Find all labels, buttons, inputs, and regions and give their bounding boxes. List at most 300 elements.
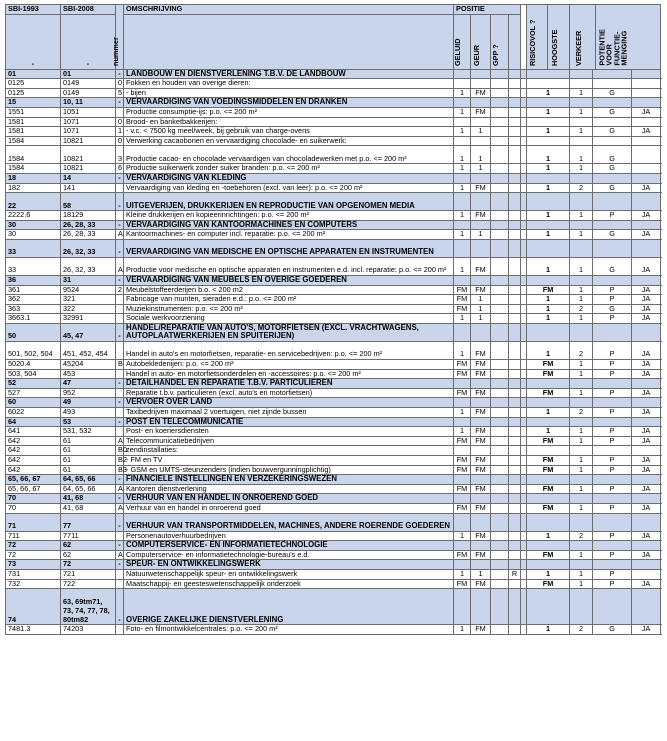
verkeer-type-cell: G <box>593 88 632 98</box>
verkeer-type-cell: P <box>593 211 632 221</box>
verkeer-type-cell <box>593 79 632 89</box>
geluid-cell: FM <box>454 436 471 446</box>
nummer-cell: 1 <box>116 127 124 137</box>
sbi1993-cell: 642 <box>6 436 61 446</box>
geluid-cell: FM <box>454 465 471 475</box>
hoogste-cell: FM <box>527 579 570 589</box>
verkeer-type-cell: G <box>593 257 632 275</box>
nummer-cell: B <box>116 360 124 370</box>
verkeer-type-cell: P <box>593 531 632 541</box>
gpp-cell <box>491 475 509 485</box>
hoogste-cell <box>527 136 570 146</box>
risicovol-cell <box>509 579 521 589</box>
geur-cell: 1 <box>471 146 491 164</box>
verkeer-type-cell <box>593 239 632 257</box>
risicovol-cell <box>509 323 521 341</box>
gpp-cell <box>491 560 509 570</box>
potentie-cell: JA <box>632 369 661 379</box>
geur-cell: 1 <box>471 230 491 240</box>
geluid-cell: 1 <box>454 427 471 437</box>
table-row <box>6 550 661 560</box>
verkeer-cell: 1 <box>570 257 593 275</box>
omschrijving-cell: Fokken en houden van overige dieren: <box>124 79 454 89</box>
omschrijving-cell: Handel in auto's en motorfietsen, reparatie- en servicebedrijven: p.o. <= 200 m² <box>124 342 454 360</box>
verkeer-cell: 1 <box>570 314 593 324</box>
table-row <box>6 136 661 146</box>
gpp-cell <box>491 295 509 305</box>
geur-cell <box>471 239 491 257</box>
sbi2008-cell: 62 <box>61 541 116 551</box>
table-row <box>6 257 661 275</box>
nummer-cell: - <box>116 513 124 531</box>
geluid-cell: 1 <box>454 342 471 360</box>
activity-table <box>5 4 661 635</box>
risicovol-cell <box>509 503 521 513</box>
potentie-cell: JA <box>632 531 661 541</box>
omschrijving-header: OMSCHRIJVING <box>124 5 454 15</box>
gpp-cell <box>491 136 509 146</box>
table-row <box>6 360 661 370</box>
omschrijving-cell: - v.c. < 7500 kg meel/week, bij gebruik van charge-ovens <box>124 127 454 137</box>
risicovol-cell <box>509 314 521 324</box>
hoogste-cell <box>527 275 570 285</box>
verkeer-type-cell: P <box>593 484 632 494</box>
geluid-cell <box>454 136 471 146</box>
hoogste-header: HOOGSTE <box>548 5 570 70</box>
gpp-cell <box>491 579 509 589</box>
hoogste-cell: FM <box>527 369 570 379</box>
hoogste-cell: FM <box>527 550 570 560</box>
table-row <box>6 531 661 541</box>
nummer-cell: - <box>116 398 124 408</box>
geluid-cell: FM <box>454 369 471 379</box>
sbi1993-cell: 1551 <box>6 107 61 117</box>
sbi2008-cell: 322 <box>61 304 116 314</box>
hoogste-cell: FM <box>527 285 570 295</box>
sbi1993-cell: 642 <box>6 446 61 456</box>
table-row <box>6 117 661 127</box>
gpp-cell <box>491 541 509 551</box>
risicovol-cell <box>509 342 521 360</box>
geluid-cell <box>454 69 471 79</box>
gpp-cell <box>491 408 509 418</box>
omschrijving-cell: Kantoren dienstverlening <box>124 484 454 494</box>
section-row <box>6 239 661 257</box>
omschrijving-cell: - GSM en UMTS-steunzenders (indien bouwvergunningplichtig) <box>124 465 454 475</box>
geur-cell: FM <box>471 342 491 360</box>
sbi1993-cell: 731 <box>6 569 61 579</box>
potentie-cell: JA <box>632 295 661 305</box>
sbi2008-cell: 952 <box>61 388 116 398</box>
nummer-cell <box>116 183 124 193</box>
sbi1993-cell: 33 <box>6 257 61 275</box>
geur-cell: 1 <box>471 164 491 174</box>
gpp-cell <box>491 323 509 341</box>
sbi1993-cell: 30 <box>6 230 61 240</box>
sbi1993-cell: 01 <box>6 69 61 79</box>
verkeer-cell: 1 <box>570 295 593 305</box>
sbi2008-cell: 58 <box>61 193 116 211</box>
omschrijving-cell: OVERIGE ZAKELIJKE DIENSTVERLENING <box>124 589 454 625</box>
sbi2008-cell: 1051 <box>61 107 116 117</box>
nummer-cell: - <box>116 379 124 389</box>
potentie-cell: JA <box>632 436 661 446</box>
geluid-cell <box>454 193 471 211</box>
omschrijving-cell: Personenautoverhuurbedrijven <box>124 531 454 541</box>
verkeer-cell: 2 <box>570 304 593 314</box>
nummer-cell <box>116 579 124 589</box>
sbi1993-cell: 711 <box>6 531 61 541</box>
verkeer-type-cell: P <box>593 579 632 589</box>
hoogste-cell: 1 <box>527 314 570 324</box>
geluid-cell: 1 <box>454 146 471 164</box>
nummer-cell <box>116 569 124 579</box>
geur-cell <box>471 560 491 570</box>
risicovol-cell <box>509 436 521 446</box>
sbi1993-cell: 65, 66, 67 <box>6 484 61 494</box>
geur-cell: 1 <box>471 304 491 314</box>
nummer-cell: - <box>116 275 124 285</box>
sbi2008-cell: 61 <box>61 446 116 456</box>
sbi2008-cell: 1071 <box>61 117 116 127</box>
section-row <box>6 193 661 211</box>
geur-cell: FM <box>471 388 491 398</box>
sbi1993-cell: 5020.4 <box>6 360 61 370</box>
sbi1993-cell: 1584 <box>6 136 61 146</box>
omschrijving-cell: - FM en TV <box>124 456 454 466</box>
verkeer-cell: 1 <box>570 230 593 240</box>
sbi1993-cell: 30 <box>6 220 61 230</box>
hoogste-cell: FM <box>527 436 570 446</box>
geluid-cell <box>454 79 471 89</box>
geur-cell: FM <box>471 456 491 466</box>
table-row <box>6 625 661 635</box>
gpp-cell <box>491 230 509 240</box>
verkeer-type-cell <box>593 560 632 570</box>
section-row <box>6 417 661 427</box>
sbi1993-cell: 3663.1 <box>6 314 61 324</box>
geluid-cell: FM <box>454 360 471 370</box>
hoogste-cell <box>527 475 570 485</box>
omschrijving-cell: Meubelstoffeerderijen b.o. < 200 m2 <box>124 285 454 295</box>
geluid-cell: FM <box>454 304 471 314</box>
sbi1993-cell: 501, 502, 504 <box>6 342 61 360</box>
table-row <box>6 295 661 305</box>
nummer-cell: A <box>116 230 124 240</box>
verkeer-type-cell: P <box>593 388 632 398</box>
risicovol-cell <box>509 427 521 437</box>
omschrijving-cell: Taxibedrijven maximaal 2 voertuigen, niet zijnde bussen <box>124 408 454 418</box>
gpp-cell <box>491 388 509 398</box>
geur-cell <box>471 79 491 89</box>
hoogste-cell: 1 <box>527 569 570 579</box>
gpp-cell <box>491 589 509 625</box>
risicovol-cell <box>509 173 521 183</box>
geur-cell: 1 <box>471 569 491 579</box>
omschrijving-cell: Maatschappij- en geesteswetenschappelijk onderzoek <box>124 579 454 589</box>
omschrijving-cell: Productie suikerwerk zonder suiker branden: p.o. <= 200 m² <box>124 164 454 174</box>
risicovol-cell <box>509 446 521 456</box>
gpp-cell <box>491 211 509 221</box>
hoogste-cell: 1 <box>527 342 570 360</box>
sbi2008-cell: 41, 68 <box>61 494 116 504</box>
nummer-cell: - <box>116 220 124 230</box>
table-row <box>6 146 661 164</box>
risicovol-cell <box>509 560 521 570</box>
table-row <box>6 230 661 240</box>
geur-cell <box>471 173 491 183</box>
verkeer-cell: 1 <box>570 427 593 437</box>
hoogste-cell: 1 <box>527 211 570 221</box>
geur-cell: FM <box>471 503 491 513</box>
hoogste-cell <box>527 541 570 551</box>
sbi1993-dash: - <box>6 14 61 69</box>
nummer-cell: - <box>116 69 124 79</box>
gpp-cell <box>491 456 509 466</box>
risicovol-cell: R <box>509 569 521 579</box>
table-row <box>6 484 661 494</box>
geluid-cell <box>454 173 471 183</box>
nummer-cell: B0 <box>116 446 124 456</box>
sbi1993-cell: 22 <box>6 193 61 211</box>
potentie-cell: JA <box>632 342 661 360</box>
verkeer-type-cell: G <box>593 183 632 193</box>
sbi2008-cell: 10821 <box>61 164 116 174</box>
sbi1993-cell: 64 <box>6 417 61 427</box>
geluid-cell: FM <box>454 388 471 398</box>
verkeer-type-cell: P <box>593 503 632 513</box>
verkeer-cell <box>570 275 593 285</box>
verkeer-cell: 1 <box>570 360 593 370</box>
hoogste-cell: 1 <box>527 127 570 137</box>
verkeer-cell: 1 <box>570 107 593 117</box>
omschrijving-cell: Reparatie t.b.v. particulieren (excl. auto's en motorfietsen) <box>124 388 454 398</box>
potentie-cell: JA <box>632 107 661 117</box>
nummer-cell <box>116 211 124 221</box>
table-row <box>6 579 661 589</box>
gpp-cell <box>491 513 509 531</box>
geluid-cell: 1 <box>454 127 471 137</box>
geluid-cell <box>454 323 471 341</box>
geluid-cell <box>454 275 471 285</box>
verkeer-cell: 1 <box>570 369 593 379</box>
potentie-cell <box>632 69 661 79</box>
sbi2008-cell: 45, 47 <box>61 323 116 341</box>
sbi1993-cell: 0125 <box>6 88 61 98</box>
potentie-cell <box>632 193 661 211</box>
nummer-cell: 0 <box>116 79 124 89</box>
verkeer-type-cell <box>593 69 632 79</box>
sbi1993-cell: 1581 <box>6 117 61 127</box>
risicovol-cell <box>509 494 521 504</box>
nummer-cell: A <box>116 436 124 446</box>
hoogste-cell <box>527 79 570 89</box>
omschrijving-cell: Kantoormachines- en computer incl. reparatie: p.o. <= 200 m² <box>124 230 454 240</box>
geur-cell <box>471 589 491 625</box>
risicovol-cell <box>509 398 521 408</box>
sbi2008-cell: 0149 <box>61 79 116 89</box>
sbi1993-cell: 70 <box>6 494 61 504</box>
sbi1993-cell: 15 <box>6 98 61 108</box>
sbi1993-cell: 71 <box>6 513 61 531</box>
sbi2008-cell: 45204 <box>61 360 116 370</box>
nummer-cell: - <box>116 560 124 570</box>
verkeer-cell <box>570 136 593 146</box>
sbi2008-cell: 47 <box>61 379 116 389</box>
potentie-cell: JA <box>632 465 661 475</box>
omschrijving-cell: Productie cacao- en chocolade vervaardigen van chocoladewerken met p.o. <= 200 m² <box>124 146 454 164</box>
omschrijving-cell: VERHUUR VAN EN HANDEL IN ONROEREND GOED <box>124 494 454 504</box>
verkeer-type-cell: P <box>593 295 632 305</box>
geur-cell: FM <box>471 531 491 541</box>
sbi1993-cell: 732 <box>6 579 61 589</box>
omschrijving-cell: Post- en koeriersdiensten <box>124 427 454 437</box>
geur-cell <box>471 379 491 389</box>
geur-cell <box>471 475 491 485</box>
geluid-cell: 1 <box>454 314 471 324</box>
omschrijving-cell: VERVOER OVER LAND <box>124 398 454 408</box>
geur-cell <box>471 541 491 551</box>
nummer-cell: - <box>116 494 124 504</box>
verkeer-cell <box>570 513 593 531</box>
nummer-cell <box>116 427 124 437</box>
geur-cell: 1 <box>471 295 491 305</box>
hoogste-cell <box>527 239 570 257</box>
nummer-cell: 0 <box>116 117 124 127</box>
sbi1993-cell: 1584 <box>6 146 61 164</box>
table-row <box>6 127 661 137</box>
activity-table-wrapper <box>5 4 660 635</box>
hoogste-cell <box>527 379 570 389</box>
gpp-cell <box>491 398 509 408</box>
verkeer-type-cell: P <box>593 569 632 579</box>
sbi2008-cell: 14 <box>61 173 116 183</box>
geur-cell <box>471 275 491 285</box>
section-row <box>6 220 661 230</box>
table-row <box>6 388 661 398</box>
gpp-cell <box>491 314 509 324</box>
verkeer-type-cell: P <box>593 465 632 475</box>
gpp-cell <box>491 173 509 183</box>
verkeer-cell: 2 <box>570 531 593 541</box>
sbi2008-cell: 10821 <box>61 146 116 164</box>
hoogste-cell: 1 <box>527 531 570 541</box>
geluid-cell: FM <box>454 579 471 589</box>
risicovol-cell <box>509 107 521 117</box>
risicovol-cell <box>509 164 521 174</box>
hoogste-cell: FM <box>527 456 570 466</box>
risicovol-header: RISICOVOL ? <box>527 5 548 70</box>
geur-cell <box>471 136 491 146</box>
sbi1993-cell: 72 <box>6 550 61 560</box>
sbi2008-cell: 26, 32, 33 <box>61 239 116 257</box>
verkeer-type-cell <box>593 173 632 183</box>
verkeer-cell <box>570 79 593 89</box>
omschrijving-cell: - bijen <box>124 88 454 98</box>
sbi2008-cell: 493 <box>61 408 116 418</box>
risicovol-cell <box>509 69 521 79</box>
verkeer-cell <box>570 379 593 389</box>
section-row <box>6 69 661 79</box>
hoogste-cell: 1 <box>527 107 570 117</box>
verkeer-cell: 1 <box>570 127 593 137</box>
omschrijving-cell: Foto- en filmontwikkelcentrales: p.o. <= 200 m² <box>124 625 454 635</box>
gpp-cell <box>491 193 509 211</box>
risicovol-cell <box>509 146 521 164</box>
nummer-cell: - <box>116 323 124 341</box>
section-row <box>6 323 661 341</box>
potentie-cell: JA <box>632 625 661 635</box>
geur-cell: FM <box>471 285 491 295</box>
verkeer-cell <box>570 541 593 551</box>
hoogste-cell <box>527 513 570 531</box>
gpp-header: GPP ? <box>491 14 509 69</box>
table-row <box>6 408 661 418</box>
sbi1993-cell: 50 <box>6 323 61 341</box>
section-row <box>6 173 661 183</box>
hoogste-cell <box>527 589 570 625</box>
table-row <box>6 79 661 89</box>
geur-cell: FM <box>471 88 491 98</box>
nummer-cell <box>116 295 124 305</box>
hoogste-cell: 1 <box>527 625 570 635</box>
section-row <box>6 560 661 570</box>
verkeer-cell <box>570 560 593 570</box>
sbi2008-cell: 26, 32, 33 <box>61 257 116 275</box>
sbi2008-cell: 141 <box>61 183 116 193</box>
gpp-cell <box>491 304 509 314</box>
geluid-cell: 1 <box>454 625 471 635</box>
verkeer-cell: 2 <box>570 625 593 635</box>
hoogste-cell: 1 <box>527 257 570 275</box>
gpp-cell <box>491 117 509 127</box>
risicovol-cell <box>509 531 521 541</box>
hoogste-cell <box>527 173 570 183</box>
gpp-cell <box>491 436 509 446</box>
verkeer-cell: 1 <box>570 465 593 475</box>
positie-header: POSITIE <box>454 5 521 15</box>
gpp-cell <box>491 107 509 117</box>
verkeer-type-cell <box>593 475 632 485</box>
geur-cell <box>471 323 491 341</box>
sbi2008-cell: 721 <box>61 569 116 579</box>
risicovol-cell <box>509 456 521 466</box>
risicovol-cell <box>509 257 521 275</box>
risicovol-cell <box>509 193 521 211</box>
gpp-cell <box>491 379 509 389</box>
nummer-cell: A <box>116 503 124 513</box>
omschrijving-cell: Vervaardiging van kleding en -toebehoren (excl. van leer): p.o. <= 200 m² <box>124 183 454 193</box>
omschrijving-cell: Natuurwetenschappelijk speur- en ontwikkelingswerk <box>124 569 454 579</box>
sbi2008-cell: 531, 532 <box>61 427 116 437</box>
sbi1993-cell: 0125 <box>6 79 61 89</box>
sbi2008-cell: 26, 28, 33 <box>61 220 116 230</box>
risicovol-cell <box>509 484 521 494</box>
risicovol-cell <box>509 408 521 418</box>
geluid-cell: 1 <box>454 257 471 275</box>
verkeer-cell: 1 <box>570 164 593 174</box>
omschrijving-cell: SPEUR- EN ONTWIKKELINGSWERK <box>124 560 454 570</box>
geur-cell: FM <box>471 257 491 275</box>
nummer-cell: A <box>116 550 124 560</box>
geluid-cell <box>454 475 471 485</box>
geur-cell: FM <box>471 183 491 193</box>
gpp-cell <box>491 427 509 437</box>
verkeer-type-cell <box>593 541 632 551</box>
section-row <box>6 513 661 531</box>
omschrijving-cell: VERVAARDIGING VAN KANTOORMACHINES EN COMPUTERS <box>124 220 454 230</box>
verkeer-type-cell: G <box>593 304 632 314</box>
